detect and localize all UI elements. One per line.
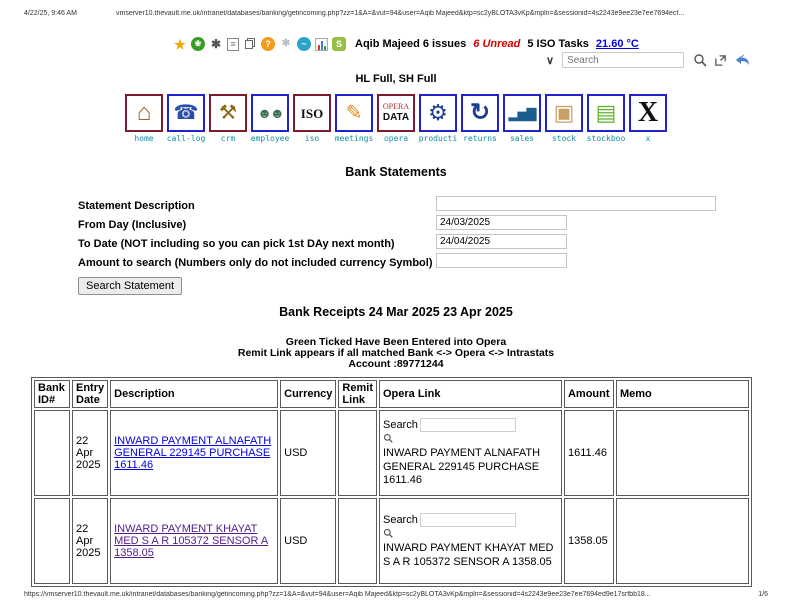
col-header-currency: Currency xyxy=(280,380,336,408)
description-link[interactable]: INWARD PAYMENT ALNAFATH GENERAL 229145 PURCHASE 1611.46 xyxy=(114,435,272,471)
receipts-note-green-ticked: Green Ticked Have Been Entered into Opera xyxy=(285,336,507,348)
receipts-account-number: Account :89771244 xyxy=(348,358,444,370)
help-icon[interactable]: ? xyxy=(261,37,275,51)
shopify-icon[interactable]: S xyxy=(332,37,346,51)
chevron-down-icon[interactable]: ∨ xyxy=(546,54,555,67)
opera-link-cell xyxy=(379,498,562,584)
nav-label: meetings xyxy=(334,134,374,143)
bar-chart-icon: ▂▅▇ xyxy=(508,105,536,121)
remit-link-cell xyxy=(338,498,377,584)
print-page-number: 1/6 xyxy=(758,591,768,598)
amount-cell: 1611.46 xyxy=(564,410,614,496)
chart-icon[interactable] xyxy=(315,38,328,51)
statement-description-input[interactable] xyxy=(436,196,716,211)
share-reply-icon[interactable] xyxy=(734,53,750,67)
print-header-url: vmserver10.thevault.me.uk/intranet/databases/banking/getincoming.php?zz=1&A=&vut=94&user=Aqib Majeed&ktp=sc2yBLOTA3vKp&mpln=&sessionid=4s2243e9ee23e7ee7694ecf... xyxy=(116,10,685,17)
nav-label: stockboo xyxy=(586,134,626,143)
nav-label: sales xyxy=(509,134,535,143)
table-header-row xyxy=(34,380,749,408)
opera-data-icon: OPERA DATA xyxy=(382,102,410,123)
currency-cell: USD xyxy=(280,410,336,496)
iso-tasks-text: 5 ISO Tasks xyxy=(527,38,589,50)
nav-label: x xyxy=(645,134,651,143)
bank-receipts-title: Bank Receipts 24 Mar 2025 23 Apr 2025 xyxy=(279,305,513,319)
col-header-description: Description xyxy=(110,380,278,408)
opera-match-text: INWARD PAYMENT ALNAFATH GENERAL 229145 PURCHASE 1611.46 xyxy=(382,446,541,487)
bookmarks-toolbar xyxy=(173,36,639,52)
box-icon: ▣ xyxy=(553,100,575,125)
gears-icon: ⚙ xyxy=(428,100,448,125)
search-statement-button[interactable]: Search Statement xyxy=(78,277,182,295)
opera-search-input[interactable] xyxy=(420,513,516,527)
temperature-link[interactable]: 21.60 °C xyxy=(595,38,639,50)
nav-label: employee xyxy=(250,134,290,143)
people-icon: ☻☻ xyxy=(257,105,283,121)
statement-search-form xyxy=(78,196,718,295)
receipts-note-remit-link: Remit Link appears if all matched Bank <-> Opera <-> Intrastats xyxy=(237,347,555,359)
col-header-memo: Memo xyxy=(616,380,749,408)
memo-cell xyxy=(616,410,749,496)
bank-id-cell xyxy=(34,498,70,584)
currency-cell: USD xyxy=(280,498,336,584)
nav-label: opera xyxy=(383,134,409,143)
iso-logo-icon: ISO xyxy=(300,105,324,121)
from-day-label: From Day (Inclusive) xyxy=(78,219,187,231)
search-icon[interactable] xyxy=(693,53,707,67)
nav-item-opera[interactable] xyxy=(376,94,416,143)
excel-x-icon: X xyxy=(637,97,659,128)
col-header-amount: Amount xyxy=(564,380,614,408)
snowflake-icon[interactable]: ✻ xyxy=(281,38,291,49)
description-link[interactable]: INWARD PAYMENT KHAYAT MED S A R 105372 SENSOR A 1358.05 xyxy=(114,523,269,559)
col-header-bank-id: Bank ID# xyxy=(34,380,70,408)
col-header-remit-link: Remit Link xyxy=(338,380,377,408)
nav-item-stock[interactable] xyxy=(544,94,584,143)
nav-label: producti xyxy=(418,134,458,143)
nav-icon-strip xyxy=(0,94,792,143)
memo-cell xyxy=(616,498,749,584)
copy-icon[interactable] xyxy=(243,37,257,51)
print-footer-url: https://vmserver10.thevault.me.uk/intranet/databases/banking/getincoming.php?zz=1&A=&vut=94&user=Aqib Majeed&ktp=sc2yBLOTA3vKp&mpln=&sessionid=4s2243e9ee23e7ee7694ed9e17srfbb18... xyxy=(24,591,651,598)
nav-item-returns[interactable] xyxy=(460,94,500,143)
nav-item-call-log[interactable] xyxy=(166,94,206,143)
user-issues-text: Aqib Majeed 6 issues xyxy=(355,38,467,50)
page-title-bank-statements: Bank Statements xyxy=(345,165,447,179)
to-date-input[interactable] xyxy=(436,234,567,249)
nav-item-sales[interactable] xyxy=(502,94,542,143)
nav-label: call-log xyxy=(166,134,206,143)
green-book-icon: ▤ xyxy=(595,100,617,125)
search-icon[interactable] xyxy=(383,528,393,538)
nav-item-home[interactable] xyxy=(124,94,164,143)
print-datetime: 4/22/25, 9:46 AM xyxy=(24,10,77,17)
opera-search-label: Search xyxy=(382,513,418,526)
to-date-label: To Date (NOT including so you can pick 1st DAy next month) xyxy=(78,238,395,250)
nav-label: returns xyxy=(463,134,497,143)
entry-date-cell: 22 Apr 2025 xyxy=(72,410,108,496)
opera-link-cell xyxy=(379,410,562,496)
house-icon: ⌂ xyxy=(136,99,152,126)
nav-item-iso[interactable] xyxy=(292,94,332,143)
search-input[interactable] xyxy=(562,52,684,68)
opera-match-text: INWARD PAYMENT KHAYAT MED S A R 105372 SENSOR A 1358.05 xyxy=(382,541,554,568)
bank-receipts-table xyxy=(31,377,752,587)
nav-label: home xyxy=(134,134,154,143)
print-footer xyxy=(24,591,768,598)
status-line: HL Full, SH Full xyxy=(355,73,437,85)
open-external-icon[interactable] xyxy=(714,54,727,67)
nav-item-production[interactable] xyxy=(418,94,458,143)
print-header xyxy=(24,10,768,17)
nav-label: stock xyxy=(551,134,577,143)
unread-count: 6 Unread xyxy=(473,38,521,50)
nav-item-meetings[interactable] xyxy=(334,94,374,143)
statement-description-label: Statement Description xyxy=(78,200,195,212)
col-header-opera-link: Opera Link xyxy=(379,380,562,408)
desk-icon: ⚒ xyxy=(219,102,237,124)
search-icon[interactable] xyxy=(383,433,393,443)
amount-search-label: Amount to search (Numbers only do not included currency Symbol) xyxy=(78,257,433,269)
nav-item-x[interactable] xyxy=(628,94,668,143)
pencil-icon: ✎ xyxy=(345,102,363,124)
opera-search-input[interactable] xyxy=(420,418,516,432)
nav-item-stockbook[interactable] xyxy=(586,94,626,143)
amount-cell: 1358.05 xyxy=(564,498,614,584)
nav-item-employee[interactable] xyxy=(250,94,290,143)
entry-date-cell: 22 Apr 2025 xyxy=(72,498,108,584)
nav-label: crm xyxy=(220,134,236,143)
wave-circle-icon[interactable]: ~ xyxy=(297,37,311,51)
globe-icon[interactable]: ❀ xyxy=(191,37,205,51)
remit-link-cell xyxy=(338,410,377,496)
star-icon[interactable]: ★ xyxy=(174,36,186,52)
refresh-icon: ↻ xyxy=(469,99,491,126)
col-header-entry-date: Entry Date xyxy=(72,380,108,408)
nav-label: iso xyxy=(304,134,320,143)
opera-search-label: Search xyxy=(382,418,418,431)
amount-search-input[interactable] xyxy=(436,253,567,268)
from-day-input[interactable] xyxy=(436,215,567,230)
table-row xyxy=(34,410,749,496)
search-row xyxy=(546,51,758,69)
gear-flower-icon[interactable]: ✱ xyxy=(210,37,222,51)
telephone-icon: ☎ xyxy=(173,102,199,124)
notes-icon[interactable]: ≡ xyxy=(227,38,239,51)
nav-item-crm[interactable] xyxy=(208,94,248,143)
bank-id-cell xyxy=(34,410,70,496)
table-row xyxy=(34,498,749,584)
